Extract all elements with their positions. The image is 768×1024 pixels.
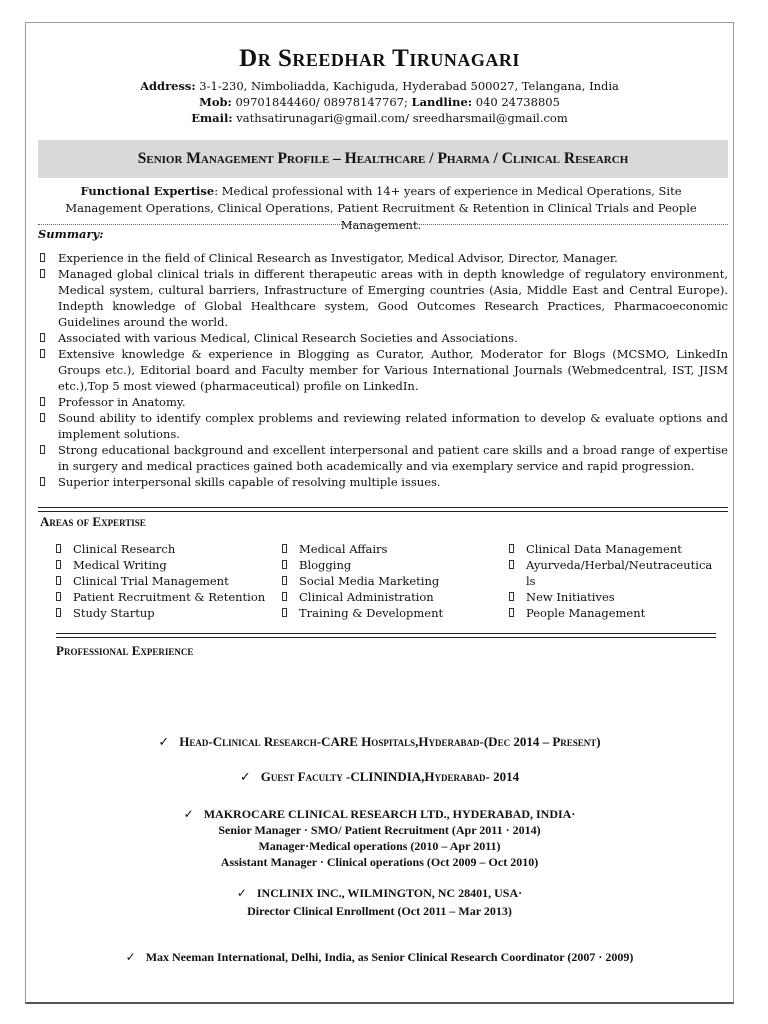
- bullet-icon: [40, 349, 45, 358]
- check-icon: ✓: [158, 734, 170, 749]
- area-item: Study Startup: [56, 605, 271, 621]
- area-item: Clinical Administration: [282, 589, 497, 605]
- area-item: Clinical Data Management: [509, 541, 714, 557]
- mob-value: 09701844460/ 08978147767;: [235, 95, 408, 109]
- experience-title: Professional Experience: [56, 643, 194, 658]
- bullet-icon: [56, 608, 61, 617]
- area-item: Ayurveda/Herbal/Neutraceuticals: [509, 557, 714, 589]
- bullet-icon: [40, 269, 45, 278]
- experience-entry: ✓ Max Neeman International, Delhi, India, as Senior Clinical Research Coordinator (2007 · 2009): [125, 950, 634, 964]
- area-item: Training & Development: [282, 605, 497, 621]
- bullet-icon: [282, 544, 287, 553]
- bullet-icon: [509, 560, 514, 569]
- area-item: Blogging: [282, 557, 497, 573]
- experience-role: Manager·Medical operations (2010 – Apr 2011): [258, 839, 501, 853]
- summary-list: [38, 250, 728, 490]
- section-divider: [38, 507, 728, 512]
- check-icon: ✓: [125, 950, 136, 964]
- bullet-icon: [56, 560, 61, 569]
- areas-col-2: [282, 541, 497, 621]
- summary-item: Experience in the field of Clinical Research as Investigator, Medical Advisor, Director, Manager.: [38, 250, 728, 266]
- summary-item: Superior interpersonal skills capable of resolving multiple issues.: [38, 474, 728, 490]
- resume-page: [25, 22, 734, 1004]
- experience-role: Assistant Manager · Clinical operations (Oct 2009 – Oct 2010): [220, 855, 539, 869]
- landline-label: Landline:: [411, 95, 473, 109]
- section-divider: [56, 633, 716, 638]
- bullet-icon: [40, 477, 45, 486]
- phone-line: [26, 94, 733, 110]
- experience-entry: ✓ INCLINIX INC., WILMINGTON, NC 28401, USA·: [236, 886, 523, 900]
- areas-col-1: [56, 541, 271, 621]
- check-icon: ✓: [183, 807, 194, 821]
- bullet-icon: [56, 576, 61, 585]
- bullet-icon: [282, 608, 287, 617]
- area-item: New Initiatives: [509, 589, 714, 605]
- summary-label: Summary:: [38, 227, 104, 241]
- area-item: Medical Affairs: [282, 541, 497, 557]
- bullet-icon: [509, 608, 514, 617]
- email-label: Email:: [191, 111, 233, 125]
- bullet-icon: [282, 592, 287, 601]
- area-item: Clinical Trial Management: [56, 573, 271, 589]
- bullet-icon: [40, 397, 45, 406]
- profile-banner: Senior Management Profile – Healthcare / Pharma / Clinical Research: [38, 140, 728, 178]
- bullet-icon: [282, 576, 287, 585]
- bullet-icon: [40, 445, 45, 454]
- address-label: Address:: [140, 79, 196, 93]
- dotted-divider: [38, 224, 728, 225]
- bullet-icon: [40, 253, 45, 262]
- summary-item: Managed global clinical trials in different therapeutic areas with in depth knowledge of regulatory environment, Medical system, cultural barriers, Infrastructure of Emerging countries (Asia, Middle East and Central Europe). Indepth knowledge of Global Healthcare system, Good Outcomes Research Practices, Pharmacoeconomic Guidelines around the world.: [38, 266, 728, 330]
- summary-item: Associated with various Medical, Clinical Research Societies and Associations.: [38, 330, 728, 346]
- area-item: Patient Recruitment & Retention: [56, 589, 271, 605]
- landline-value: 040 24738805: [475, 95, 560, 109]
- bullet-icon: [509, 544, 514, 553]
- functional-text: : Medical professional with 14+ years of experience in Medical Operations, Site Management Operations, Clinical Operations, Patient Recruitment & Retention in Clinical Trials and People Management.: [65, 184, 697, 232]
- bullet-icon: [509, 592, 514, 601]
- candidate-name: Dr Sreedhar Tirunagari: [239, 45, 520, 72]
- experience-entry: ✓ MAKROCARE CLINICAL RESEARCH LTD., HYDERABAD, INDIA·: [183, 807, 576, 821]
- areas-title: Areas of Expertise: [40, 514, 146, 529]
- summary-item: Extensive knowledge & experience in Blogging as Curator, Author, Moderator for Blogs (MCSMO, LinkedIn Groups etc.), Editorial board and Faculty member for Various International Journals (Webmedcentral, IST, JISM etc.),Top 5 most viewed (pharmaceutical) profile on LinkedIn.: [38, 346, 728, 394]
- functional-expertise: [56, 183, 706, 234]
- bullet-icon: [40, 333, 45, 342]
- bullet-icon: [40, 413, 45, 422]
- functional-label: Functional Expertise: [80, 184, 215, 198]
- area-item: Social Media Marketing: [282, 573, 497, 589]
- check-icon: ✓: [236, 886, 247, 900]
- summary-item: Professor in Anatomy.: [38, 394, 728, 410]
- area-item: Clinical Research: [56, 541, 271, 557]
- area-item: People Management: [509, 605, 714, 621]
- areas-col-3: [509, 541, 714, 621]
- mob-label: Mob:: [199, 95, 232, 109]
- bullet-icon: [56, 544, 61, 553]
- address-value: 3-1-230, Nimboliadda, Kachiguda, Hyderabad 500027, Telangana, India: [199, 79, 619, 93]
- address-line: [26, 78, 733, 94]
- area-item: Medical Writing: [56, 557, 271, 573]
- experience-role: Director Clinical Enrollment (Oct 2011 – Mar 2013): [247, 904, 512, 918]
- experience-entry: ✓ Guest Faculty -CLININDIA,Hyderabad- 2014: [239, 769, 520, 784]
- check-icon: ✓: [239, 769, 251, 784]
- email-value[interactable]: vathsatirunagari@gmail.com/ sreedharsmail@gmail.com: [236, 111, 568, 125]
- email-line: [26, 110, 733, 126]
- summary-item: Strong educational background and excellent interpersonal and patient care skills and a broad range of expertise in surgery and medical practices gained both academically and via exemplary service and rapid progression.: [38, 442, 728, 474]
- summary-item: Sound ability to identify complex problems and reviewing related information to develop & evaluate options and implement solutions.: [38, 410, 728, 442]
- bullet-icon: [56, 592, 61, 601]
- experience-entry: ✓ Head-Clinical Research-CARE Hospitals,Hyderabad-(Dec 2014 – Present): [158, 734, 601, 749]
- experience-role: Senior Manager · SMO/ Patient Recruitment (Apr 2011 · 2014): [218, 823, 541, 837]
- bullet-icon: [282, 560, 287, 569]
